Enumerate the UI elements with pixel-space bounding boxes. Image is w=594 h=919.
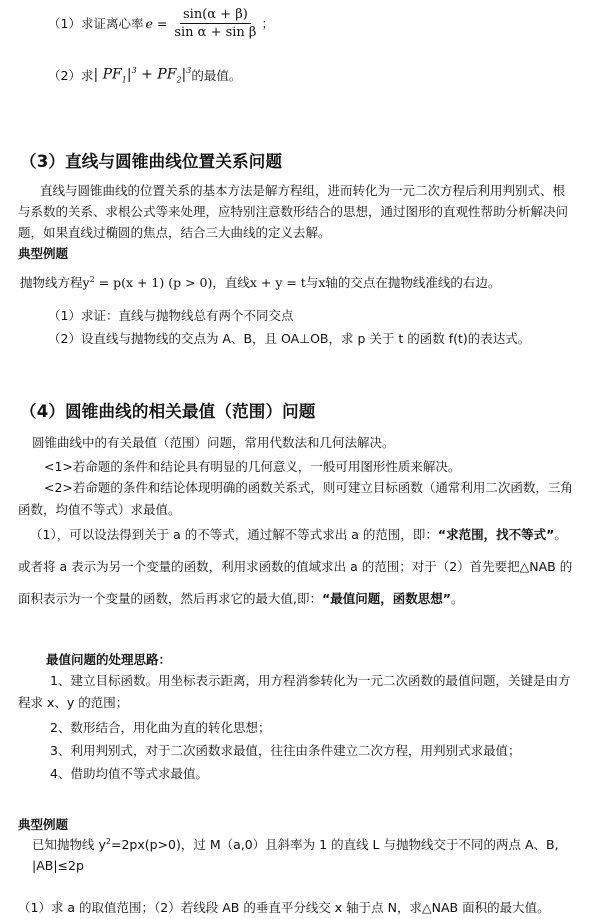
question-item-2-suffix: 的最值。: [191, 68, 242, 83]
method-step-3: 3、利用判别式，对于二次函数求最值，往往由条件建立二次方程，用判别式求最值；: [50, 743, 521, 758]
section-4-paragraph-2: <1>若命题的条件和结论具有明显的几何意义，一般可用图形性质来解决。: [44, 459, 461, 474]
question-item-2-prefix: （2）求: [48, 68, 94, 83]
section-4-key-phrase-range: “求范围，找不等式”: [437, 527, 555, 542]
method-step-4: 4、借助均值不等式求最值。: [50, 766, 208, 781]
focal-subscript-2: 2: [176, 75, 182, 85]
question-item-1: [48, 6, 274, 40]
section-4-example-part-b: =2px(p>0)，过 M（a,0）且斜率为 1 的直线 L 与抛物线交于不同的两点 A、B,: [110, 837, 559, 852]
section-3-example-power: 2: [89, 274, 95, 284]
section-4-example-label: 典型例题: [18, 817, 69, 832]
focal-subscript-1: 1: [121, 75, 127, 85]
section-4-paragraph-3: <2>若命题的条件和结论体现明确的函数关系式，则可建立目标函数（通常利用二次函数，三角函数，均值不等式）求最值。: [18, 480, 573, 517]
method-step-1: 1、建立目标函数。用坐标表示距离，用方程消参转化为一元二次函数的最值问题，关键是由方程求 x、y 的范围；: [18, 673, 571, 710]
section-4-paragraph-4-part-a: （1），可以设法得到关于 a 的不等式，通过解不等式求出 a 的范围，即：: [30, 527, 438, 542]
question-item-1-prefix: （1）求证离心率: [48, 16, 144, 31]
eccentricity-symbol: e =: [145, 15, 168, 31]
section-3-question-2: （2）设直线与抛物线的交点为 A、B，且 OA⊥OB，求 p 关于 t 的函数 f(t)的表达式。: [48, 331, 531, 346]
fraction-denominator: sin α + sin β: [174, 24, 257, 40]
focal-expression-part-a: | PF: [93, 66, 122, 83]
section-4-example-part-a: 已知抛物线 y: [32, 837, 106, 852]
section-3-example-label: 典型例题: [18, 246, 69, 261]
focal-power-2: 3: [186, 65, 192, 75]
section-4-example-power: 2: [105, 836, 111, 846]
section-4-example-question: （1）求 a 的取值范围；（2）若线段 AB 的垂直平分线交 x 轴于点 N，求△NAB 面积的最大值。: [18, 900, 550, 915]
focal-expression: | $PF_1|^3 + PF_2|^3$: [93, 65, 192, 85]
section-4-paragraph-4-part-e: 。: [450, 591, 464, 606]
focal-expression-part-b: + PF: [136, 66, 177, 83]
method-title: 最值问题的处理思路：: [46, 652, 172, 667]
eccentricity-fraction: [171, 7, 259, 40]
section-4-heading: （4）圆锥曲线的相关最值（范围）问题: [20, 402, 316, 421]
section-4-paragraph-4-part-c: 。或者将 a 表示为另一个变量的函数，利用求函数的值域求出 a 的范围；对于（2）首先要把△NAB 的面积表示为一个变量的函数，然后再求它的最大值,即：: [18, 527, 573, 606]
question-item-1-end: ；: [261, 16, 274, 31]
section-4-key-phrase-max: “最值问题，函数思想”: [321, 591, 451, 606]
focal-expression-part-c: |: [181, 66, 187, 83]
focal-power-1: 3: [131, 65, 137, 75]
question-item-2: [48, 64, 241, 86]
section-4-example-problem: [32, 835, 559, 853]
section-4-paragraph-1: 圆锥曲线中的有关最值（范围）问题，常用代数法和几何法解决。: [32, 435, 395, 450]
section-4-paragraph-4: [18, 519, 576, 615]
fraction-numerator: sin(α + β): [180, 7, 251, 24]
method-step-2: 2、数形结合，用化曲为直的转化思想；: [50, 720, 271, 735]
section-3-heading: （3）直线与圆锥曲线位置关系问题: [20, 152, 283, 171]
section-3-example-problem: [20, 273, 500, 291]
section-3-example-part-b: = p(x + 1) (p > 0)，直线x + y = t与x轴的交点在抛物线准线的右边。: [94, 275, 501, 290]
section-3-intro: 直线与圆锥曲线的位置关系的基本方法是解方程组，进而转化为一元二次方程后利用判别式、根与系数的关系、求根公式等来处理，应特别注意数形结合的思想，通过图形的直观性帮助分析解决问题，如果直线过椭圆的焦点，结合三大曲线的定义去解。: [18, 183, 569, 240]
section-3-example-part-a: 抛物线方程y: [20, 275, 90, 290]
section-4-example-condition: |AB|≤2p: [32, 858, 84, 873]
section-3-question-1: （1）求证：直线与抛物线总有两个不同交点: [48, 308, 294, 323]
